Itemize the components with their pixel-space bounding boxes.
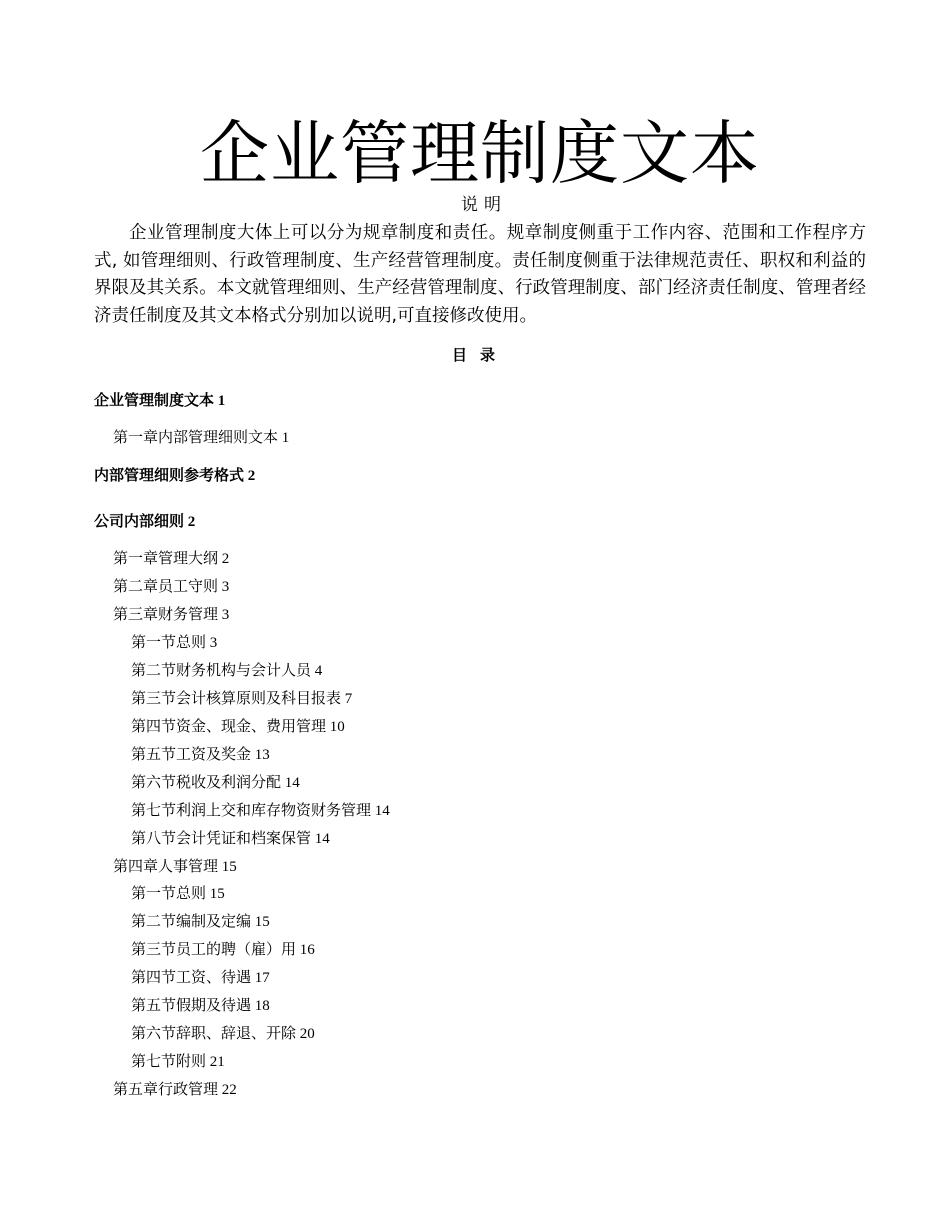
toc-entry[interactable]: 第三节员工的聘（雇）用 16 <box>131 942 315 958</box>
toc-entry[interactable]: 公司内部细则 2 <box>94 514 196 530</box>
toc-entry[interactable]: 第四节资金、现金、费用管理 10 <box>131 719 345 735</box>
toc-entry[interactable]: 第四章人事管理 15 <box>113 859 237 875</box>
toc-entry[interactable]: 第五章行政管理 22 <box>113 1082 237 1098</box>
toc-entry[interactable]: 第八节会计凭证和档案保管 14 <box>131 831 330 847</box>
toc-entry[interactable]: 企业管理制度文本 1 <box>94 393 226 409</box>
toc-entry[interactable]: 第五节工资及奖金 13 <box>131 747 270 763</box>
toc-entry[interactable]: 第一节总则 15 <box>131 886 225 902</box>
toc-entry[interactable]: 第三节会计核算原则及科目报表 7 <box>131 691 353 707</box>
document-subtitle: 说明 <box>461 195 507 215</box>
toc-entry[interactable]: 内部管理细则参考格式 2 <box>94 468 256 484</box>
toc-entry[interactable]: 第二节编制及定编 15 <box>131 914 270 930</box>
toc-entry[interactable]: 第七节附则 21 <box>131 1054 225 1070</box>
toc-entry[interactable]: 第二章员工守则 3 <box>113 579 230 595</box>
toc-entry[interactable]: 第一节总则 3 <box>131 635 218 651</box>
toc-entry[interactable]: 第三章财务管理 3 <box>113 607 230 623</box>
toc-heading: 目录 <box>451 346 508 364</box>
toc-entry[interactable]: 第七节利润上交和库存物资财务管理 14 <box>131 803 390 819</box>
toc-entry[interactable]: 第六节税收及利润分配 14 <box>131 775 300 791</box>
toc-entry[interactable]: 第四节工资、待遇 17 <box>131 970 270 986</box>
toc-entry[interactable]: 第一章管理大纲 2 <box>113 551 230 567</box>
toc-entry[interactable]: 第一章内部管理细则文本 1 <box>113 430 290 446</box>
toc-entry[interactable]: 第二节财务机构与会计人员 4 <box>131 663 323 679</box>
toc-entry[interactable]: 第五节假期及待遇 18 <box>131 998 270 1014</box>
intro-paragraph: 企业管理制度大体上可以分为规章制度和责任。规章制度侧重于工作内容、范围和工作程序方式, 如管理细则、行政管理制度、生产经营管理制度。责任制度侧重于法律规范责任、职权和利益的界限及其关系。本文就管理细则、生产经营管理制度、行政管理制度、部门经济责任制度、管理者经济责任制度及其文本格式分别加以说明,可直接修改使用。 <box>94 223 866 326</box>
document-title: 企业管理制度文本 <box>200 114 760 194</box>
toc-entry[interactable]: 第六节辞职、辞退、开除 20 <box>131 1026 315 1042</box>
